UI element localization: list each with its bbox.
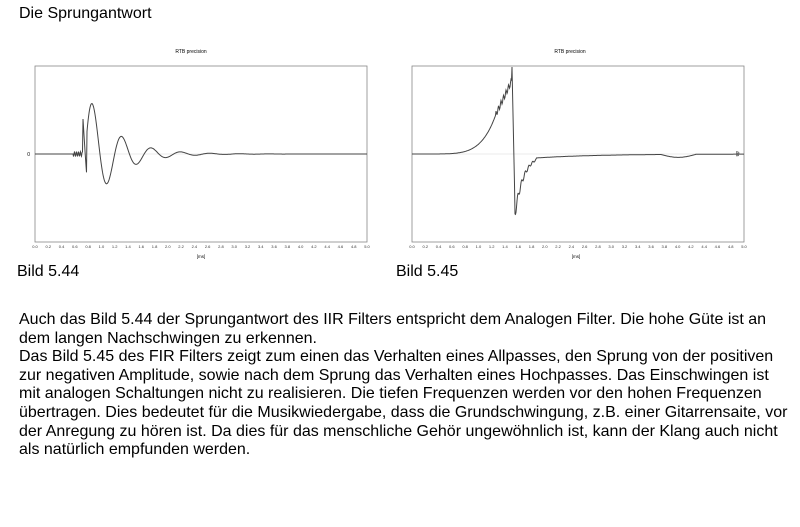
x-tick-label: 4.0 (297, 244, 304, 249)
x-tick-label: 0.0 (409, 244, 415, 249)
x-tick-label: 5.0 (364, 244, 370, 249)
x-tick-label: 3.2 (244, 244, 251, 249)
x-tick-label: 1.8 (151, 244, 158, 249)
x-tick-label: 3.8 (284, 244, 291, 249)
x-tick-label: 1.4 (125, 244, 131, 249)
x-tick-label: 4.8 (727, 244, 734, 249)
zero-label: 0 (27, 152, 30, 158)
x-tick-label: 2.2 (178, 244, 184, 249)
x-tick-label: 3.6 (271, 244, 277, 249)
paragraph-fir: Das Bild 5.45 des FIR Filters zeigt zum einen das Verhalten eines Allpasses, den Sprung von der positiven zur negativen Amplitude, sowie nach dem Sprung das Verhalten eines Hochpasses. Das Einschwingen ist mit analogen Schaltungen nicht zu realisieren. Die tiefen Frequenzen werden vor den hohen Frequenzen übertragen. Dies bedeutet für die Musikwiedergabe, dass die Grundschwingung, z.B. einer Gitarrensaite, vor der Anregung zu hören ist. Da dies für das menschliche Gehör ungewöhnlich ist, kann der Klang auch nicht als natürlich empfunden werden. (19, 348, 788, 459)
x-tick-label: 0.2 (45, 244, 52, 249)
x-tick-label: 2.6 (204, 244, 211, 249)
x-tick-label: 3.0 (231, 244, 237, 249)
step-response-plot-fir (396, 47, 747, 262)
step-response-plot-iir (17, 47, 370, 262)
x-tick-label: 4.2 (688, 244, 694, 249)
x-tick-label: 2.8 (218, 244, 224, 249)
x-tick-label: 4.2 (311, 244, 317, 249)
x-tick-label: 0.0 (32, 244, 38, 249)
x-tick-label: 0.4 (58, 244, 65, 249)
plot-title: RTB precision (175, 49, 207, 55)
paragraph-iir: Auch das Bild 5.44 der Sprungantwort des IIR Filters entspricht dem Analogen Filter. Die hohe Güte ist an dem langen Nachschwingen zu erkennen. (19, 311, 767, 347)
x-tick-label: 0.8 (85, 244, 91, 249)
x-tick-label: 1.2 (488, 244, 495, 249)
x-tick-label: 1.8 (528, 244, 535, 249)
x-tick-label: 2.2 (555, 244, 561, 249)
body-text (19, 311, 789, 460)
x-tick-label: 5.0 (741, 244, 747, 249)
x-tick-label: 2.0 (165, 244, 171, 249)
x-tick-label: 3.0 (608, 244, 614, 249)
x-tick-labels (32, 244, 370, 249)
x-unit-label: [ms] (571, 254, 581, 259)
x-tick-label: 1.6 (138, 244, 145, 249)
x-tick-label: 3.4 (634, 244, 641, 249)
x-tick-label: 3.8 (661, 244, 668, 249)
x-tick-label: 4.8 (350, 244, 357, 249)
x-tick-label: 2.6 (581, 244, 588, 249)
x-tick-label: 1.0 (98, 244, 105, 249)
x-tick-label: 0.4 (435, 244, 442, 249)
x-tick-label: 3.4 (257, 244, 264, 249)
x-tick-label: 2.8 (595, 244, 601, 249)
x-tick-label: 1.2 (111, 244, 118, 249)
x-tick-label: 4.4 (324, 244, 330, 249)
figure-caption-5-44: Bild 5.44 (17, 263, 80, 280)
plot-title: RTB precision (554, 49, 586, 55)
x-unit-label: [ms] (196, 254, 206, 259)
figure-caption-5-45: Bild 5.45 (396, 263, 459, 280)
x-tick-label: 4.4 (701, 244, 707, 249)
figure-5-44 (17, 47, 370, 262)
x-tick-label: 0.6 (449, 244, 455, 249)
section-heading: Die Sprungantwort (19, 5, 152, 22)
x-tick-labels (409, 244, 747, 249)
x-tick-label: 2.0 (542, 244, 548, 249)
x-tick-label: 1.6 (515, 244, 522, 249)
x-tick-label: 0.8 (462, 244, 468, 249)
y-axis-label: dB (735, 151, 740, 157)
x-tick-label: 4.6 (337, 244, 344, 249)
x-tick-label: 0.6 (72, 244, 78, 249)
figure-5-45 (396, 47, 747, 262)
x-tick-label: 1.0 (475, 244, 482, 249)
x-tick-label: 2.4 (568, 244, 575, 249)
x-tick-label: 3.2 (621, 244, 628, 249)
x-tick-label: 0.2 (422, 244, 429, 249)
x-tick-label: 1.4 (502, 244, 508, 249)
x-tick-label: 3.6 (648, 244, 654, 249)
x-tick-label: 2.4 (191, 244, 198, 249)
x-tick-label: 4.6 (714, 244, 721, 249)
x-tick-label: 4.0 (674, 244, 681, 249)
